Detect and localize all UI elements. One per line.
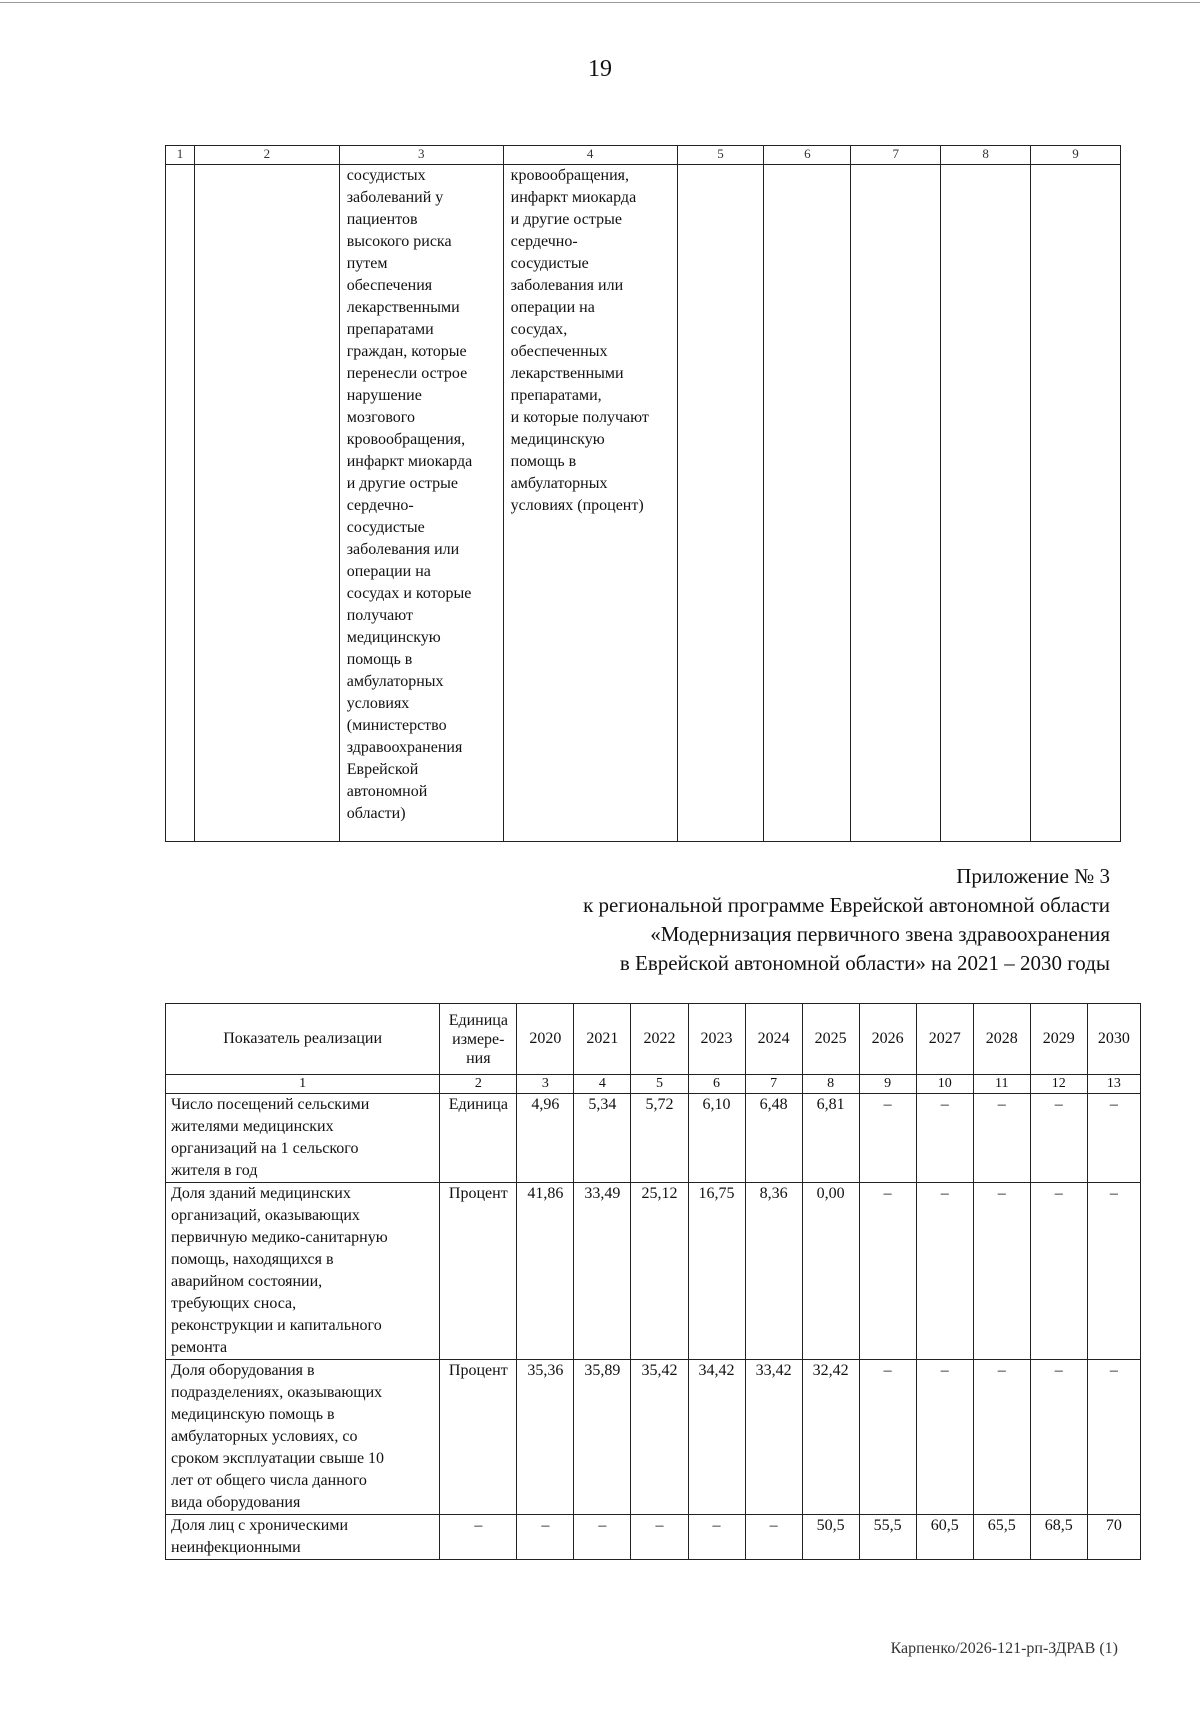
value-cell: – (517, 1515, 574, 1560)
document-footer-code: Карпенко/2026-121-рп-ЗДРАВ (1) (890, 1640, 1118, 1657)
header-year: 2029 (1030, 1004, 1087, 1075)
empty-cell (764, 165, 851, 842)
header-year: 2028 (973, 1004, 1030, 1075)
empty-cell (1031, 165, 1121, 842)
col-number: 8 (941, 146, 1031, 165)
value-cell: 60,5 (916, 1515, 973, 1560)
value-cell: 0,00 (802, 1183, 859, 1360)
value-cell: 34,42 (688, 1360, 745, 1515)
indicator-unit: Процент (440, 1360, 517, 1515)
header-year: 2027 (916, 1004, 973, 1075)
col-number: 13 (1087, 1075, 1140, 1094)
value-cell: 6,10 (688, 1094, 745, 1183)
value-cell: – (916, 1183, 973, 1360)
empty-cell (941, 165, 1031, 842)
value-cell: – (916, 1360, 973, 1515)
value-cell: – (1030, 1094, 1087, 1183)
indicator-name: Доля зданий медицинских организаций, оказывающих первичную медико-санитарную помощь, находящихся в аварийном состоянии, требующих сноса, реконструкции и капитального ремонта (166, 1183, 440, 1360)
col-number: 11 (973, 1075, 1030, 1094)
continuation-table (165, 145, 1121, 842)
indicator-unit: – (440, 1515, 517, 1560)
col-number: 2 (194, 146, 339, 165)
col-number: 10 (916, 1075, 973, 1094)
col-number: 9 (859, 1075, 916, 1094)
value-cell: 35,89 (574, 1360, 631, 1515)
col-number: 8 (802, 1075, 859, 1094)
table-row (166, 1515, 1141, 1560)
value-cell: – (1087, 1094, 1140, 1183)
value-cell: – (631, 1515, 688, 1560)
indicator-description-cell: кровообращения, инфаркт миокарда и другие острые сердечно- сосудистые заболевания или операции на сосудах, обеспеченных лекарственными препаратами, и которые получают медицинскую помощь в амбулаторных условиях (процент) (503, 165, 677, 842)
header-year: 2024 (745, 1004, 802, 1075)
col-number: 1 (166, 1075, 440, 1094)
measure-description-cell: сосудистых заболеваний у пациентов высокого риска путем обеспечения лекарственными препаратами граждан, которые перенесли острое нарушение мозгового кровообращения, инфаркт миокарда и другие острые сердечно- сосудистые заболевания или операции на сосудах и которые получают медицинскую помощь в амбулаторных условиях (министерство здравоохранения Еврейской автономной области) (339, 165, 503, 842)
value-cell: – (859, 1183, 916, 1360)
appendix-header (583, 862, 1110, 978)
value-cell: 35,36 (517, 1360, 574, 1515)
value-cell: – (745, 1515, 802, 1560)
header-year: 2030 (1087, 1004, 1140, 1075)
value-cell: 4,96 (517, 1094, 574, 1183)
header-year: 2023 (688, 1004, 745, 1075)
empty-cell (851, 165, 941, 842)
indicators-header-row (166, 1004, 1141, 1075)
value-cell: – (1030, 1183, 1087, 1360)
value-cell: – (973, 1360, 1030, 1515)
table-row (166, 1183, 1141, 1360)
value-cell: 5,34 (574, 1094, 631, 1183)
indicator-name: Число посещений сельскими жителями медицинских организаций на 1 сельского жителя в год (166, 1094, 440, 1183)
col-number: 12 (1030, 1075, 1087, 1094)
indicator-name: Доля лиц с хроническими неинфекционными (166, 1515, 440, 1560)
table-row (166, 1094, 1141, 1183)
value-cell: 32,42 (802, 1360, 859, 1515)
value-cell: 65,5 (973, 1515, 1030, 1560)
value-cell: – (973, 1183, 1030, 1360)
indicator-unit: Единица (440, 1094, 517, 1183)
scan-edge-line (0, 2, 1200, 3)
col-number: 6 (764, 146, 851, 165)
col-number: 6 (688, 1075, 745, 1094)
value-cell: – (1087, 1183, 1140, 1360)
col-number: 7 (851, 146, 941, 165)
header-unit: Единица измере- ния (440, 1004, 517, 1075)
col-number: 2 (440, 1075, 517, 1094)
value-cell: 6,81 (802, 1094, 859, 1183)
page-number: 19 (588, 56, 612, 82)
value-cell: – (1030, 1360, 1087, 1515)
col-number: 4 (574, 1075, 631, 1094)
value-cell: – (916, 1094, 973, 1183)
empty-cell (166, 165, 195, 842)
indicator-unit: Процент (440, 1183, 517, 1360)
appendix-subtitle-line: в Еврейской автономной области» на 2021 – 2030 годы (619, 951, 1110, 975)
value-cell: 8,36 (745, 1183, 802, 1360)
value-cell: 41,86 (517, 1183, 574, 1360)
header-indicator: Показатель реализации (166, 1004, 440, 1075)
continuation-body-row (166, 165, 1121, 842)
value-cell: 33,42 (745, 1360, 802, 1515)
value-cell: 68,5 (1030, 1515, 1087, 1560)
header-year: 2021 (574, 1004, 631, 1075)
value-cell: 5,72 (631, 1094, 688, 1183)
header-year: 2022 (631, 1004, 688, 1075)
col-number: 9 (1031, 146, 1121, 165)
value-cell: 70 (1087, 1515, 1140, 1560)
value-cell: 55,5 (859, 1515, 916, 1560)
column-numbers-row (166, 1075, 1141, 1094)
value-cell: 25,12 (631, 1183, 688, 1360)
appendix-subtitle-line: «Модернизация первичного звена здравоохранения (650, 922, 1110, 946)
indicator-name: Доля оборудования в подразделениях, оказывающих медицинскую помощь в амбулаторных условиях, со сроком эксплуатации свыше 10 лет от общего числа данного вида оборудования (166, 1360, 440, 1515)
col-number: 4 (503, 146, 677, 165)
col-number: 5 (677, 146, 764, 165)
empty-cell (194, 165, 339, 842)
value-cell: – (688, 1515, 745, 1560)
value-cell: – (859, 1360, 916, 1515)
table-row (166, 1360, 1141, 1515)
col-number: 3 (517, 1075, 574, 1094)
value-cell: 50,5 (802, 1515, 859, 1560)
value-cell: 6,48 (745, 1094, 802, 1183)
value-cell: 16,75 (688, 1183, 745, 1360)
continuation-header-row (166, 146, 1121, 165)
header-year: 2026 (859, 1004, 916, 1075)
value-cell: 33,49 (574, 1183, 631, 1360)
appendix-title: Приложение № 3 (956, 864, 1110, 888)
appendix-subtitle-line: к региональной программе Еврейской автономной области (583, 893, 1110, 917)
value-cell: – (973, 1094, 1030, 1183)
col-number: 1 (166, 146, 195, 165)
col-number: 7 (745, 1075, 802, 1094)
header-year: 2025 (802, 1004, 859, 1075)
value-cell: – (574, 1515, 631, 1560)
value-cell: – (859, 1094, 916, 1183)
col-number: 5 (631, 1075, 688, 1094)
header-year: 2020 (517, 1004, 574, 1075)
col-number: 3 (339, 146, 503, 165)
indicators-table (165, 1003, 1141, 1560)
value-cell: 35,42 (631, 1360, 688, 1515)
value-cell: – (1087, 1360, 1140, 1515)
empty-cell (677, 165, 764, 842)
